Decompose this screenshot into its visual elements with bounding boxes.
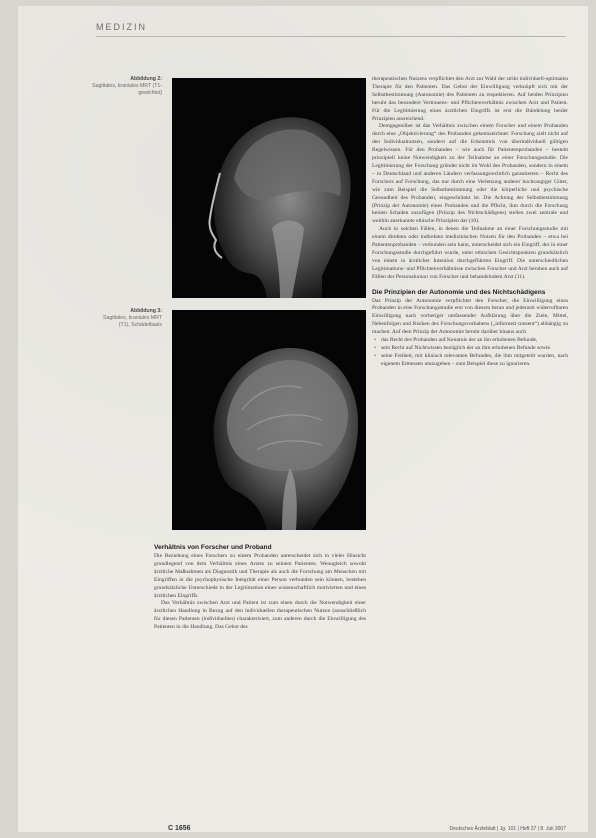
figure-2-text: Sagittales, kraniales MRT (T1-gewichtet) bbox=[92, 83, 162, 96]
figure-2-caption bbox=[92, 76, 162, 97]
figure-2-mri-image bbox=[172, 78, 366, 298]
journal-page bbox=[18, 6, 588, 832]
left-text-column bbox=[154, 544, 366, 632]
right-paragraph-2: Demgegenüber ist das Verhältnis zwischen einem Forscher und einem Probanden durch eine „Objektivierung“ des Probanden gekennzeichnet: Forschung zielt nicht auf den Individualnutzen, sondern auf die Erkenntnis von überindividuell gültigen Regelwissen. Für den Probanden – wie auch für Patientenprobanden – besteht prinzipiell keine Notwendigkeit zu der Teilnahme an einer Forschungsstudie. Die Legitimierung der Forschung gründet nicht im Wohl des Probanden, sondern in einem – in Deutschland und anderen Ländern verfassungsrechtlich garantierten – Recht des Forschers auf Forschung, das nur durch eine Verletzung anderer hochrangiger Güter, wie zum Beispiel die Selbstbestimmung oder die körperliche und psychische Gesundheit des Probanden, eingeschränkt ist. Die Achtung der Selbstbestimmung (Prinzip der Autonomie) eines Probanden und die Pflicht, ihm durch die Forschung keinen Schaden zuzufügen (Prinzip des Nichtschädigens) stellen zwei zentrale und weithin anerkannte ethische Prinzipien dar (10). bbox=[372, 123, 568, 225]
figure-3-text: Sagittales, kraniales MRT (T1), Schädelbasis bbox=[102, 315, 162, 328]
page-number: C 1656 bbox=[168, 825, 191, 832]
list-item: • das Recht des Probanden auf Kenntnis der an ihn erhobenen Befunde, bbox=[381, 337, 568, 345]
left-section-heading: Verhältnis von Forscher und Proband bbox=[154, 544, 272, 551]
figure-3-mri-image bbox=[172, 310, 366, 530]
list-item: • seine Freiheit, mit klinisch relevanten Befunden, die ihm mitgeteilt wurden, nach eigenem Ermessen umzugehen – zum Beispiel diese zu ignorieren. bbox=[381, 353, 568, 369]
left-paragraph-2: Das Verhältnis zwischen Arzt und Patient ist zum einen durch die Notwendigkeit einer ärztlichen Handlung in Bezug auf den individuellen therapeutischen Nutzen (ausschließlich für diesen Patienten (individuellen) charakterisiert, zum anderen durch die Einwilligung des Patienten in die Handlung. Das Gebot des bbox=[154, 600, 366, 631]
figure-3-label: Abbildung 3: bbox=[130, 308, 162, 314]
figure-2-label: Abbildung 2: bbox=[130, 76, 162, 82]
right-paragraph-1: therapeutischen Nutzens verpflichtet den Arzt zur Wahl der strikt individuell-optimalen Therapie für den Patienten. Das Gebot der Einwilligung verknüpft sich mit der Selbstbestimmung (Autonomie) des Patienten zu respektieren. Auf beiden Prinzipien beruht das besondere Vertrauens- und Pflichtenverhältnis zwischen Arzt und Patient. Für die Legitimierung eines ärztlichen Eingriffs ist erst die Bündelung beider Prinzipien ausreichend. bbox=[372, 76, 568, 122]
journal-citation: Deutsches Ärzteblatt | Jg. 101 | Heft 27 | 8. Juli 2007 bbox=[449, 826, 566, 832]
section-label: MEDIZIN bbox=[96, 22, 147, 32]
figure-3-caption bbox=[92, 308, 162, 329]
rights-bullet-list bbox=[372, 337, 568, 369]
right-section-heading: Die Prinzipien der Autonomie und des Nichtschädigens bbox=[372, 288, 546, 296]
right-paragraph-3: Auch in solchen Fällen, in denen die Teilnahme an einer Forschungsstudie mit einem direkten oder indirekten medizinischen Nutzen für den Probanden – etwa bei Patientenprobanden – verbunden sein kann, unterscheidet sich ein Eingriff, der in einer Forschungsstudie durchgeführt wurde, unter ethischen Gesichtspunkten grundsätzlich von einem in ärztlicher Intention durchgeführten Eingriff. Die unterschiedlichen Legitimations- und Pflichtenverhältnisse zwischen Forscher und Arzt beruhen auch auf Fällen der Personalunion von Forscher und behandelndem Arzt (11). bbox=[372, 226, 568, 280]
right-text-column bbox=[372, 76, 568, 369]
list-item: • sein Recht auf Nichtwissen bezüglich der an ihm erhobenen Befunde sowie bbox=[381, 345, 568, 353]
left-paragraph-1: Die Beziehung eines Forschers zu einem Probanden unterscheidet sich in vieler Hinsicht grundlegend von dem Verhältnis eines Arztes zu seinem Patienten. Wenngleich sowohl ärztliche Maßnahmen als Diagnostik und Therapie als auch die Forschung am Menschen mit Eingriffen in die psychophysische Integrität einer Person verbunden sein können, bestehen grundsätzliche Unterschiede in der Legitimation eines wissenschaftlich motivierten und eines ärztlichen Eingriffs. bbox=[154, 553, 366, 599]
right-intro-paragraph: Das Prinzip der Autonomie verpflichtet den Forscher, die Einwilligung eines Probanden in eine Forschungsstudie erst von diesem heran und jederzeit widerrufbaren Einwilligung nach vorheriger umfassender Aufklärung über die Ziele, Mittel, Nebenfolgen und Risiken des Forschungsvorhabens („informed consent“) abhängig zu machen. Auf dem Prinzip der Autonomie beruht darüber hinaus auch bbox=[372, 297, 568, 336]
header-rule bbox=[96, 36, 566, 37]
